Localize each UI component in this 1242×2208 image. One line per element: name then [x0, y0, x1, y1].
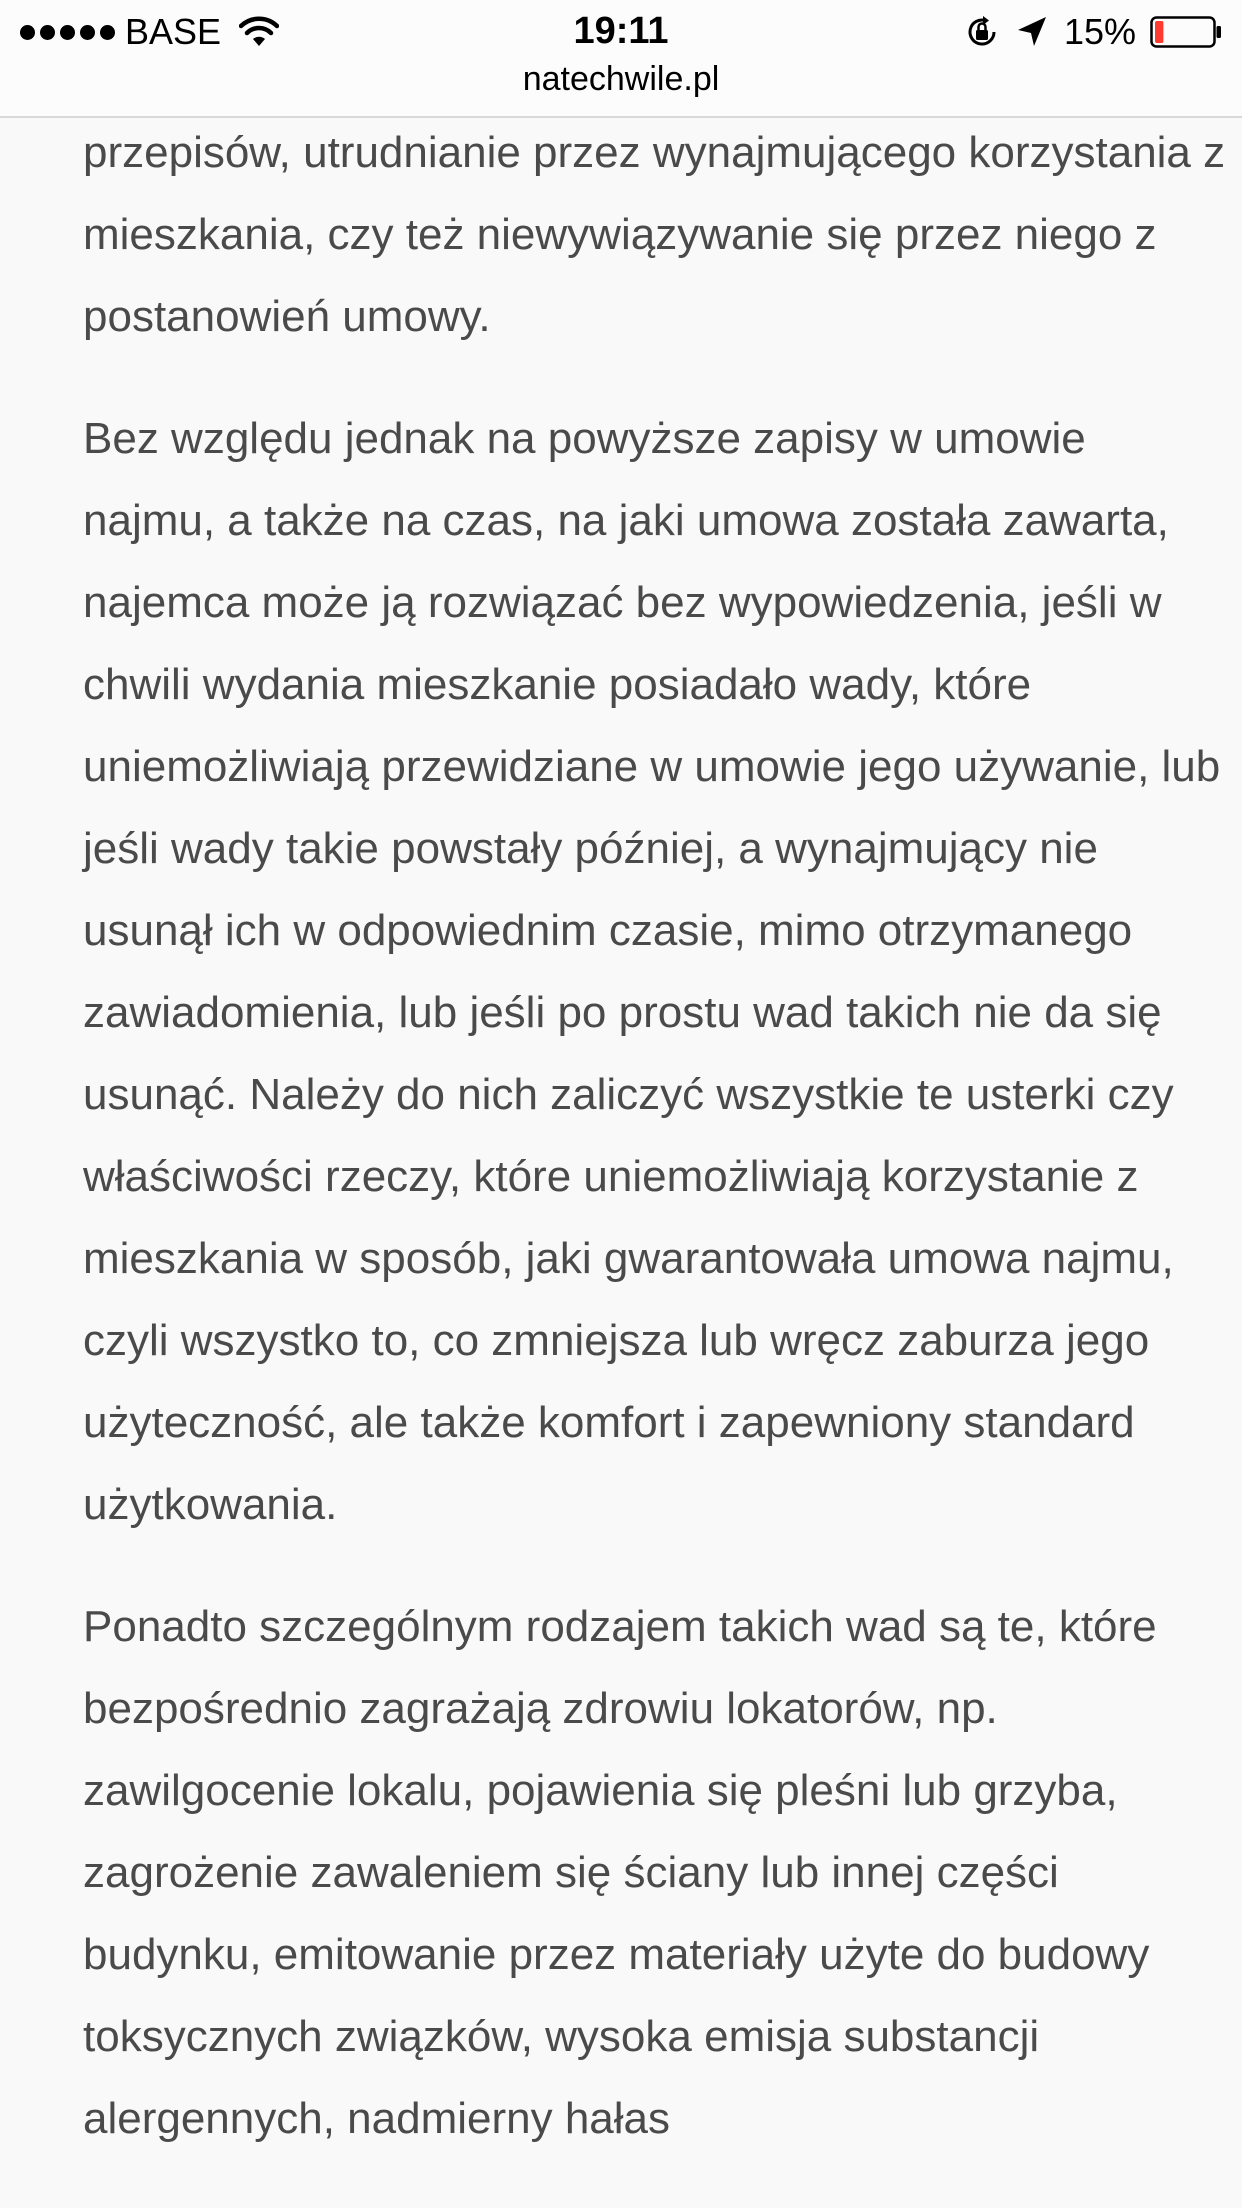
battery-percent: 15% [1063, 11, 1136, 52]
status-bar [0, 0, 1242, 118]
battery-icon [1150, 16, 1222, 48]
location-arrow-icon [1014, 14, 1050, 50]
clock-time: 19:11 [573, 10, 669, 52]
status-right [964, 12, 1222, 52]
article-paragraph: przepisów, utrudnianie przez wynajmującego korzystania z mieszkania, czy też niewywiązywanie się przez niego z postanowień umowy. [83, 128, 1226, 341]
carrier-label: BASE [125, 11, 222, 52]
battery-fill [1155, 21, 1163, 43]
article-paragraph: Ponadto szczególnym rodzajem takich wad są te, które bezpośrednio zagrażają zdrowiu lokatorów, np. zawilgocenie lokalu, pojawienia się pleśni lub grzyba, zagrożenie zawaleniem się ściany lub innej części budynku, emitowanie przez materiały użyte do budowy toksycznych związków, wysoka emisja substancji alergennych, nadmierny hałas [83, 1602, 1157, 2143]
article-body [83, 112, 1228, 2200]
article-paragraph: Bez względu jednak na powyższe zapisy w umowie najmu, a także na czas, na jaki umowa została zawarta, najemca może ją rozwiązać bez wypowiedzenia, jeśli w chwili wydania mieszkanie posiadało wady, które uniemożliwiają przewidziane w umowie jego używanie, lub jeśli wady takie powstały później, a wynajmujący nie usunął ich w odpowiednim czasie, mimo otrzymanego zawiadomienia, lub jeśli po prostu wad takich nie da się usunąć. Należy do nich zaliczyć wszystkie te usterki czy właściwości rzeczy, które uniemożliwiają korzystanie z mieszkania w sposób, jaki gwarantowała umowa najmu, czyli wszystko to, co zmniejsza lub wręcz zaburza jego użyteczność, ale także komfort i zapewniony standard użytkowania. [83, 414, 1221, 1529]
address-bar-url[interactable]: natechwile.pl [522, 60, 720, 98]
orientation-lock-icon [964, 14, 1000, 50]
